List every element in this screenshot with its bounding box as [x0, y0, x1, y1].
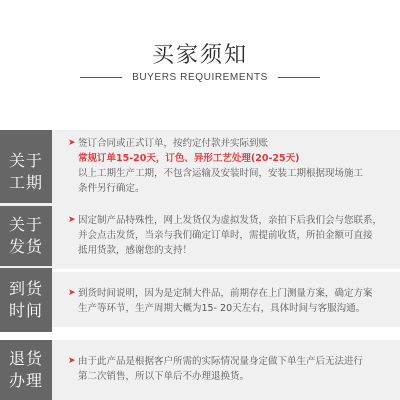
section-label-text: 退货 办理 [8, 349, 43, 390]
page-title: 买家须知 [151, 43, 248, 68]
section-content [68, 286, 386, 316]
arrow-bullet-icon: ➤ [68, 356, 76, 366]
section-line: 生产等环节，生产周期大概为15- 20天左右，具体时间与客服沟通。 [78, 303, 366, 314]
section-label-text: 关于 工期 [8, 150, 43, 192]
section-line: 抵用货款，感谢您的支持！ [78, 245, 193, 256]
section-line: 由于此产品是根据客户所需的实际情况量身定做下单生产后无法进行 [78, 356, 364, 367]
section-line-highlight: 常规订单15-20天，订色、异形工艺处理(20-25天) [78, 153, 300, 164]
section-line: 第二次销售，所以下单后不办理退换货。 [78, 371, 250, 382]
arrow-bullet-icon: ➤ [68, 288, 76, 298]
arrow-bullet-icon: ➤ [68, 215, 76, 225]
section-label-text: 到货 时间 [8, 279, 43, 320]
section-shipping [0, 203, 400, 269]
section-line: 条件另行确定。 [78, 183, 145, 194]
section-arrival [0, 272, 400, 327]
section-returns [0, 340, 400, 400]
divider-left [80, 77, 122, 78]
section-line: 因定制产品特殊性，网上发货仅为虚拟发货，亲拍下后我们会与您联系， [78, 215, 383, 226]
section-line: 以上工期生产工期，不包含运输及安装时间，安装工期根据现场施工 [78, 168, 364, 179]
section-content [68, 213, 386, 258]
arrow-bullet-icon: ➤ [68, 138, 76, 148]
section-label [0, 206, 52, 266]
divider-right [278, 77, 320, 78]
section-label [0, 340, 52, 400]
section-line: 到货时间说明，因为是定制大件品，前期存在上门测量方案，确定方案 [78, 288, 373, 299]
header [0, 0, 400, 108]
section-label-text: 关于 发货 [8, 215, 43, 256]
page-subtitle: BUYERS REQUIREMENTS [132, 72, 268, 83]
subtitle-row [0, 72, 400, 83]
section-label [0, 268, 52, 332]
section-line: 并会点击发货，当亲与我们确定订单时，需提前收货，所拍金额可直接 [78, 230, 373, 241]
section-label [0, 130, 52, 213]
section-schedule [0, 130, 400, 213]
section-content [68, 136, 386, 196]
section-line: 签订合同或正式订单，按约定付款并实际到账 [78, 138, 269, 149]
section-content [68, 354, 386, 384]
